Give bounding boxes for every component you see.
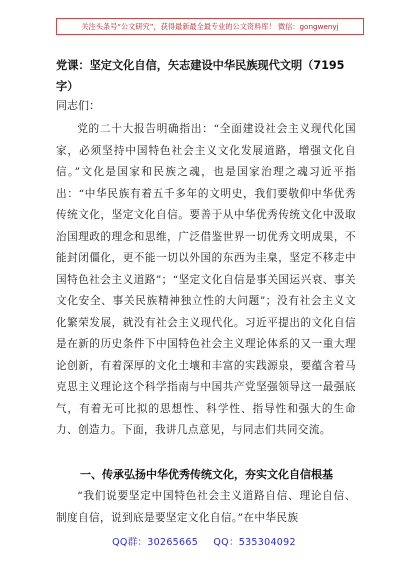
footer-contact — [0, 534, 408, 548]
greeting: 同志们： — [56, 99, 100, 112]
document-title: 党课：坚定文化自信，矢志建设中华民族现代文明（7195字） — [56, 59, 345, 93]
section-heading: 一、传承弘扬中华优秀传统文化，夯实文化自信根基 — [80, 468, 333, 481]
header-banner: 关注头条号“公文研究”，获得最新最全最专业的公文资料库！ 微信：gongwenyj — [56, 18, 364, 35]
body-paragraph: “我们说要坚定中国特色社会主义道路自信、理论自信、制度自信，说到底是要坚定文化自信。”在中华民族 — [56, 490, 356, 524]
qq-group-text: QQ群：30265665 — [112, 537, 199, 548]
body-paragraph: 党的二十大报告明确指出：“全面建设社会主义现代化国家，必须坚持中国特色社会主义文化发展道路，增强文化自信。”文化是国家和民族之魂，也是国家治理之魂习近平指出：“中华民族有着五千多年的文明史，我们要敬仰中华优秀传统文化，坚定文化自信。要善于从中华优秀传统文化中汲取治国理政的理念和思维，广泛借鉴世界一切优秀文明成果，不能封闭僵化，更不能一切以外国的东西为圭臬，坚定不移走中国特色社会主义道路”；“坚定文化自信是事关国运兴衰、事关文化安全、事关民族精神独立性的大问题”；没有社会主义文化繁荣发展，就没有社会主义现代化。习近平提出的文化自信是在新的历史条件下中国特色社会主义理论体系的又一重大理论创新，有着深厚的文化土壤和丰富的实践源泉，要蕴含着马克思主义理论这个科学指南与中国共产党坚强领导这一最强底气，有着无可比拟的思想性、科学性、指导性和强大的生命力、创造力。下面，我讲几点意见，与同志们共同交流。 — [56, 123, 356, 436]
qq-number-text: QQ：535304092 — [213, 537, 296, 548]
